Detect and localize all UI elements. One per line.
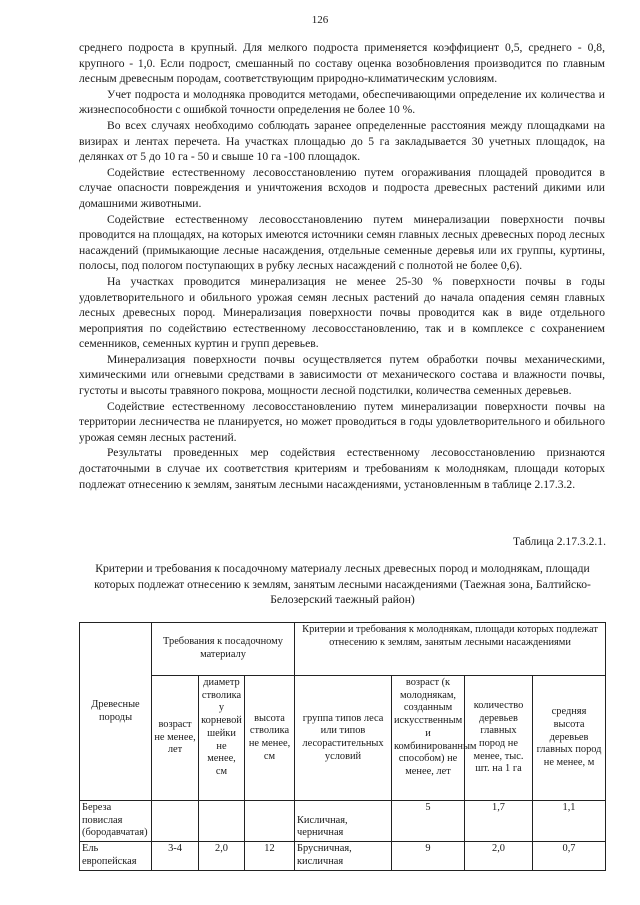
header-forest-type: группа типов леса или типов лесорастительных условий: [295, 676, 392, 801]
paragraph: Минерализация поверхности почвы осуществляется путем обработки почвы механическими, химическими или огневыми средствами в зависимости от механического состава и влажности почвы, густоты и высоты травяного покрова, мощности лесной подстилки, количества семенных деревьев.: [79, 352, 605, 398]
cell-species: Ель европейская: [80, 842, 152, 870]
cell-age: 3-4: [152, 842, 199, 870]
table-label: Таблица 2.17.3.2.1.: [512, 535, 606, 548]
table-row: [80, 842, 606, 870]
cell-diameter: 2,0: [199, 842, 245, 870]
cell-forest-type: Брусничная, кисличная: [295, 842, 392, 870]
criteria-table: [79, 622, 606, 871]
header-count: количество деревьев главных пород не менее, тыс. шт. на 1 га: [465, 676, 533, 801]
cell-young-age: 9: [392, 842, 465, 870]
table-row: [80, 801, 606, 842]
paragraph: На участках проводится минерализация не менее 25-30 % поверхности почвы в годы удовлетворительного и обильного урожая семян лесных растений до начала опадения семян главных лесных древесных пород. Минерализация поверхности почвы проводится как в виде отдельного мероприятия по содействию естественному лесовосстановлению, так и в комплексе с сохранением семенников, семенных куртин и групп деревьев.: [79, 274, 605, 351]
page-number: 126: [311, 14, 329, 26]
paragraph: Содействие естественному лесовосстановлению путем минерализации поверхности почвы на территории лесничества не планируется, но может проводиться в годы удовлетворительного и обильного урожая семян лесных растений.: [79, 399, 605, 444]
header-row-groups: [80, 623, 606, 676]
header-height: высота стволика не менее, см: [245, 676, 295, 801]
table-caption: Критерии и требования к посадочному материалу лесных древесных пород и молоднякам, площади которых подлежат отнесению к землям, занятым лесными насаждениями (Таежная зона, Балтийско-Белозерский таежный район): [94, 562, 591, 607]
cell-avg-height: 1,1: [533, 801, 606, 842]
paragraph: Содействие естественному лесовосстановлению путем огораживания площадей проводится в случае опасности повреждения и уничтожения всходов и подроста древесных растений дикими или домашними животными.: [79, 165, 605, 210]
cell-avg-height: 0,7: [533, 842, 606, 870]
header-age: возраст не менее, лет: [152, 676, 199, 801]
header-row-columns: [80, 676, 606, 801]
paragraph: среднего подроста в крупный. Для мелкого подроста применяется коэффициент 0,5, среднего - 0,8, крупного - 1,0. Если подрост, смешанный по составу оценка возобновления производится по главным лесным древесным породам, соответствующим природно-климатическим условиям.: [79, 41, 605, 86]
paragraph: Во всех случаях необходимо соблюдать заранее определенные расстояния между площадками на визирах и лентах перечета. На участках площадью до 5 га закладывается 30 учетных площадок, на делянках от 5 до 10 га - 50 и свыше 10 га -100 площадок.: [79, 118, 605, 164]
cell-count: 1,7: [465, 801, 533, 842]
paragraph: Результаты проведенных мер содействия естественному лесовосстановлению признаются достаточными в случае их соответствия критериям и требованиям к молоднякам, площади которых подлежат отнесению к землям, занятым лесными насаждениями, установленным в таблице 2.17.3.2.: [79, 446, 605, 491]
header-avg-height: средняя высота деревьев главных пород не менее, м: [533, 676, 606, 801]
cell-diameter: [199, 801, 245, 842]
paragraph: Учет подроста и молодняка проводится методами, обеспечивающими определение их количества и жизнеспособности с ошибкой точности определения не более 10 %.: [79, 87, 605, 117]
body-text: [79, 40, 605, 492]
header-species: Древесные породы: [80, 623, 152, 801]
cell-count: 2,0: [465, 842, 533, 870]
paragraph: Содействие естественному лесовосстановлению путем минерализации поверхности почвы проводится на площадях, на которых имеются источники семян главных лесных древесных пород лесных насаждений (примыкающие лесные насаждения, отдельные семенные деревья или их группы, куртины, полосы, под пологом поступающих в рубку лесных насаждений с полнотой не более 0,6).: [79, 212, 605, 273]
header-planting-group: Требования к посадочному материалу: [152, 623, 295, 676]
header-diameter: диаметр стволика у корневой шейки не менее, см: [199, 676, 245, 801]
cell-species: Береза повислая (бородавчатая): [80, 801, 152, 842]
header-young-group: Критерии и требования к молоднякам, площади которых подлежат отнесению к землям, занятым лесными насаждениями: [295, 623, 606, 676]
cell-young-age: 5: [392, 801, 465, 842]
header-young-age: возраст (к молоднякам, созданным искусственным и комбинированным способом) не менее, лет: [392, 676, 465, 801]
cell-forest-type: Кисличная, черничная: [295, 801, 392, 842]
cell-height: 12: [245, 842, 295, 870]
cell-height: [245, 801, 295, 842]
cell-age: [152, 801, 199, 842]
